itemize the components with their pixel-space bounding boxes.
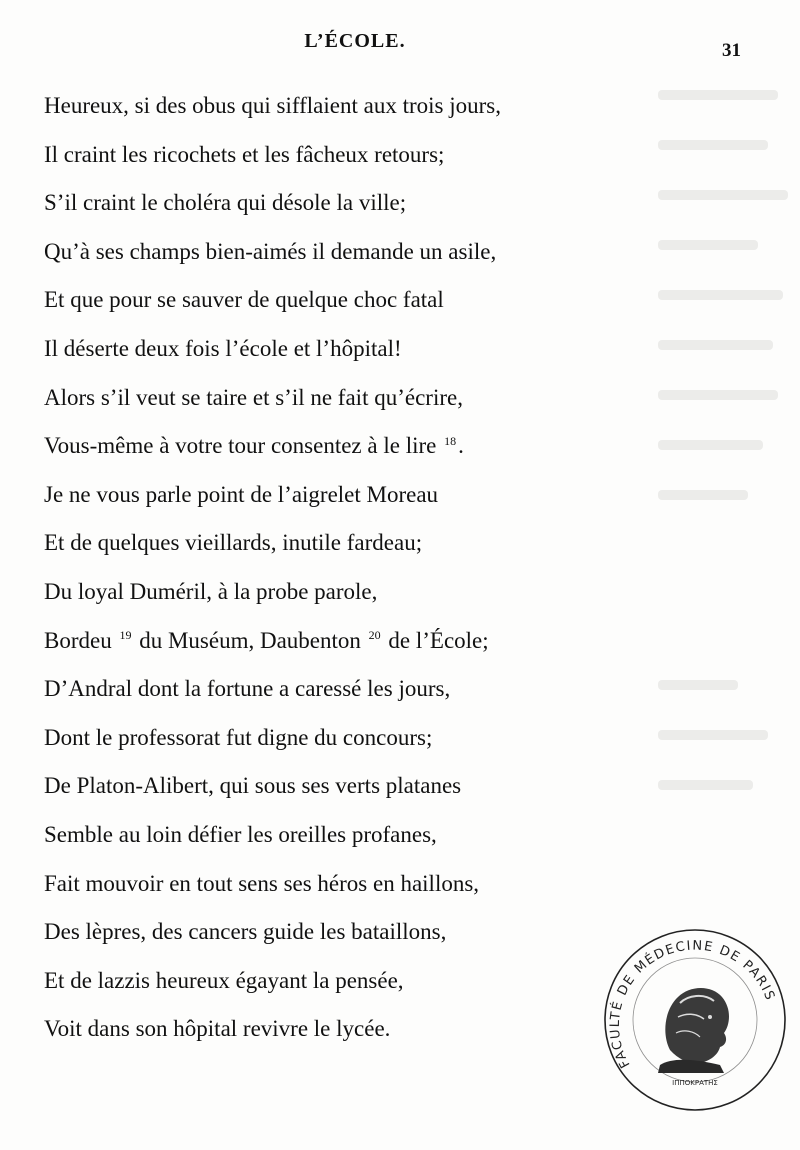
verse-line: D’Andral dont la fortune a caressé les jours,	[44, 676, 451, 702]
verse-line: Il craint les ricochets et les fâcheux retours;	[44, 141, 445, 167]
running-header-title: L’ÉCOLE.	[304, 30, 406, 52]
footnote-ref: 19	[119, 627, 132, 642]
verse-line: Et de lazzis heureux égayant la pensée,	[44, 967, 404, 993]
verse-line: Des lèpres, des cancers guide les bataillons,	[44, 919, 447, 945]
verse-line: Qu’à ses champs bien-aimés il demande un asile,	[44, 238, 497, 264]
verse-line: Semble au loin défier les oreilles profanes,	[44, 821, 437, 847]
verse-line: Vous-même à votre tour consentez à le lire $^{18}$.	[44, 433, 464, 459]
stamp-arc-text: FACULTÉ DE MÉDECINE DE PARIS	[607, 938, 778, 1071]
verse-line: Et que pour se sauver de quelque choc fatal	[44, 287, 444, 313]
hippocrates-portrait-icon	[658, 988, 729, 1073]
footnote-ref: 20	[368, 627, 381, 642]
verse-line: Du loyal Duméril, à la probe parole,	[44, 578, 378, 604]
verse-line: Il déserte deux fois l’école et l’hôpital!	[44, 335, 402, 361]
stamp-caption: ΙΠΠΟΚΡΑΤΗΣ	[672, 1079, 718, 1087]
verse-line: S’il craint le choléra qui désole la ville;	[44, 190, 407, 216]
verse-line: Et de quelques vieillards, inutile fardeau;	[44, 530, 423, 556]
verse-line: De Platon-Alibert, qui sous ses verts platanes	[44, 773, 462, 799]
verse-line: Alors s’il veut se taire et s’il ne fait qu’écrire,	[44, 384, 463, 410]
verse-line: Dont le professorat fut digne du concours;	[44, 724, 433, 750]
verse-line: Fait mouvoir en tout sens ses héros en haillons,	[44, 870, 480, 896]
page-number: 31	[722, 40, 741, 61]
verse-line: Heureux, si des obus qui sifflaient aux trois jours,	[44, 93, 501, 118]
verse-line: Je ne vous parle point de l’aigrelet Moreau	[44, 481, 439, 507]
footnote-ref: 18	[444, 433, 457, 448]
library-stamp	[600, 925, 790, 1115]
verse-line: Bordeu $^{19}$ du Muséum, Daubenton $^{20}$ de l’École;	[44, 627, 489, 653]
poem-verses	[44, 82, 664, 1054]
verse-line: Voit dans son hôpital revivre le lycée.	[44, 1016, 391, 1042]
